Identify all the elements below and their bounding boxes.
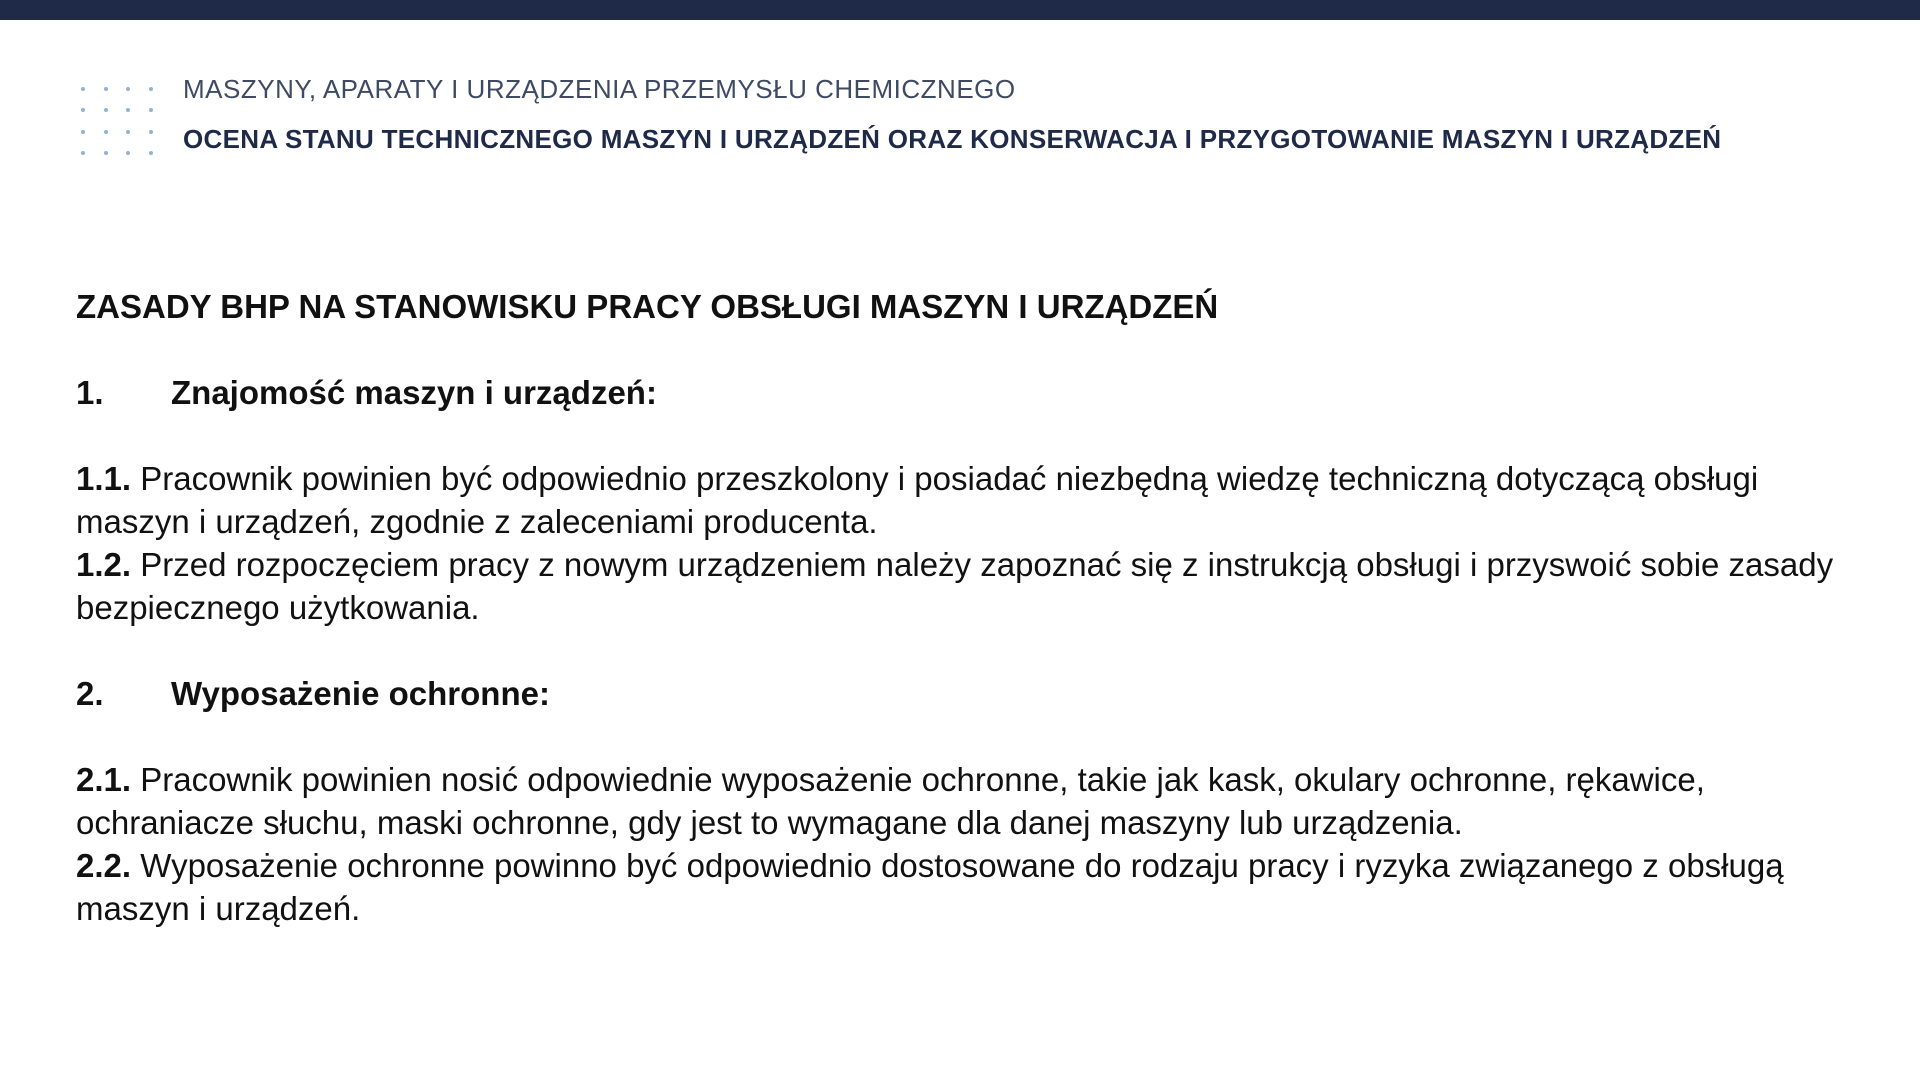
document-body [76,285,1856,930]
paragraph-1-2 [76,543,1856,629]
dot [126,130,130,134]
dot [149,108,153,112]
section-heading-text: Wyposażenie ochronne: [171,675,550,712]
dot [149,87,153,91]
dot [149,151,153,155]
section-number: 2. [76,675,104,712]
section-2 [76,672,1856,930]
section-gap [76,629,1856,672]
dot [126,151,130,155]
dot [104,130,108,134]
section-heading-text: Znajomość maszyn i urządzeń: [171,374,657,411]
dot [149,130,153,134]
section-number: 1. [76,374,104,411]
dot [104,108,108,112]
paragraph-2-2 [76,844,1856,930]
section-heading [76,672,1856,715]
section-heading [76,371,1856,414]
paragraph-number: 2.2. [76,847,132,884]
paragraph-text: Przed rozpoczęciem pracy z nowym urządzeniem należy zapoznać się z instrukcją obsługi i przyswoić sobie zasady bezpiecznego użytkowania. [76,546,1834,626]
document-title: ZASADY BHP NA STANOWISKU PRACY OBSŁUGI MASZYN I URZĄDZEŃ [76,288,1219,325]
paragraph-1-1 [76,457,1856,543]
paragraph-text: Wyposażenie ochronne powinno być odpowiednio dostosowane do rodzaju pracy i ryzyka związanego z obsługą maszyn i urządzeń. [76,847,1784,927]
dot [81,151,85,155]
paragraph-text: Pracownik powinien nosić odpowiednie wyposażenie ochronne, takie jak kask, okulary ochronne, rękawice, ochraniacze słuchu, maski ochronne, gdy jest to wymagane dla danej maszyny lub urządzenia. [76,761,1705,841]
paragraph-text: Pracownik powinien być odpowiednio przeszkolony i posiadać niezbędną wiedzę techniczną dotyczącą obsługi maszyn i urządzeń, zgodnie z zaleceniami producenta. [76,460,1759,540]
paragraph-number: 1.1. [76,460,132,497]
decorative-dots [72,78,162,164]
dot [81,130,85,134]
top-bar [0,0,1920,20]
topic-title: OCENA STANU TECHNICZNEGO MASZYN I URZĄDZEŃ ORAZ KONSERWACJA I PRZYGOTOWANIE MASZYN I URZĄDZEŃ [183,124,1722,154]
dot [81,87,85,91]
paragraph-number: 1.2. [76,546,132,583]
course-title: MASZYNY, APARATY I URZĄDZENIA PRZEMYSŁU CHEMICZNEGO [183,74,1016,104]
dot [81,108,85,112]
dot [126,87,130,91]
paragraph-2-1 [76,758,1856,844]
dot [126,108,130,112]
dot [104,151,108,155]
section-1 [76,371,1856,629]
paragraph-number: 2.1. [76,761,132,798]
dot [104,87,108,91]
